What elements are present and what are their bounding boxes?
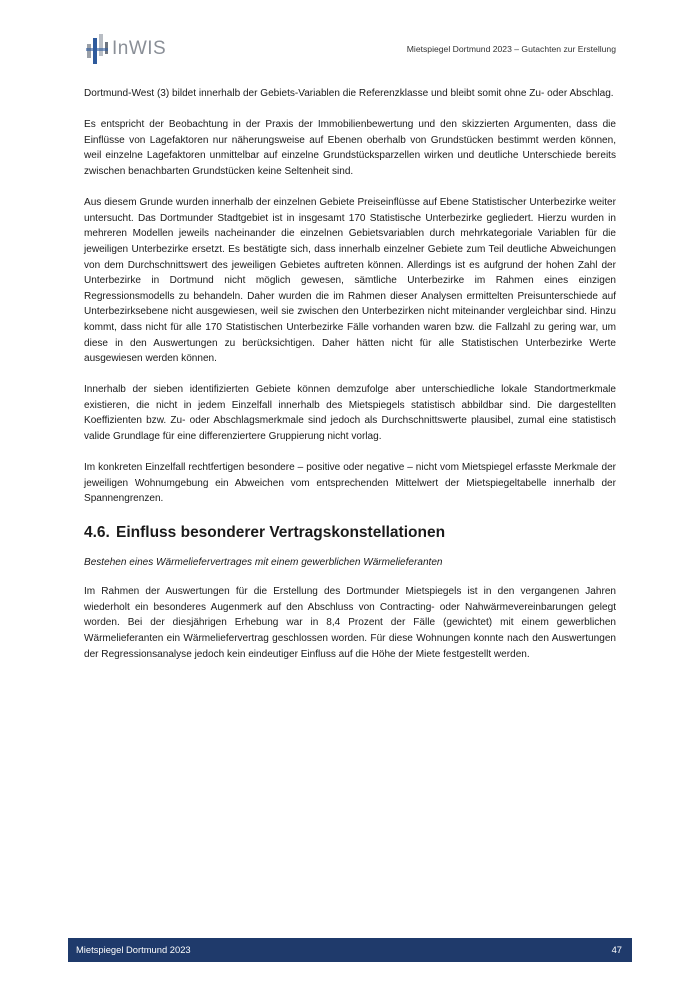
page-header xyxy=(0,0,700,75)
section-subtitle: Bestehen eines Wärmeliefervertrages mit einem gewerblichen Wärmelieferanten xyxy=(84,556,443,568)
paragraph: Innerhalb der sieben identifizierten Gebiete können demzufolge aber unterschiedliche lokale Standortmerkmale existieren, die nicht in jedem Einzelfall innerhalb des Mietspiegels statistisch abbildbar sind. Die dargestellten Koeffizienten bzw. Zu- oder Abschlagsmerkmale sind jedoch als Durchschnittswerte plausibel, zumal eine statistisch valide Grundlage für eine differenziertere Gruppierung nicht vorlag. xyxy=(84,384,616,443)
section-title: Einfluss besonderer Vertragskonstellationen xyxy=(116,523,446,541)
inwis-logo xyxy=(86,34,176,66)
footer-title: Mietspiegel Dortmund 2023 xyxy=(76,944,191,955)
paragraph: Dortmund-West (3) bildet innerhalb der Gebiets-Variablen die Referenzklasse und bleibt somit ohne Zu- oder Abschlag. xyxy=(84,88,614,99)
paragraph: Im Rahmen der Auswertungen für die Erstellung des Dortmunder Mietspiegels ist in den vergangenen Jahren wiederholt ein besonderes Augenmerk auf den Abschluss von Contracting- oder Nahwärmevereinbarungen gelegt worden. Bei der diesjährigen Erhebung war in 8,4 Prozent der Fälle (gewichtet) mit einem gewerblichen Wärmelieferanten ein Wärmeliefervertrag geschlossen worden. Für diese Wohnungen konnte nach den Auswertungen der Regressionsanalyse jedoch kein eindeutiger Einfluss auf die Höhe der Miete festgestellt werden. xyxy=(84,586,616,660)
page-footer xyxy=(68,938,632,962)
paragraph: Es entspricht der Beobachtung in der Praxis der Immobilienbewertung und den skizzierten Argumenten, dass die Einflüsse von Lagefaktoren nur näherungsweise auf Ebenen oberhalb von Grundstücken bestimmt werden können, weil einzelne Lagefaktoren unmittelbar auf einzelne Grundstücksparzellen wirken und deutliche Unterschiede bereits zwischen benachbarten Grundstücken keine Seltenheit sind. xyxy=(84,119,616,177)
page-content xyxy=(84,86,616,678)
page-number: 47 xyxy=(611,944,622,955)
paragraph: Aus diesem Grunde wurden innerhalb der einzelnen Gebiete Preiseinflüsse auf Ebene Statistischer Unterbezirke weiter untersucht. Das Dortmunder Stadtgebiet ist in insgesamt 170 Statistische Unterbezirke gegliedert. Hierzu wurden in mehreren Modellen jeweils nacheinander die einzelnen Gebietsvariablen durch mehrkategoriale Variablen für die jeweiligen Unterbezirke ersetzt. Es bestätigte sich, dass innerhalb einzelner Gebiete zum Teil deutliche Abweichungen von dem Durchschnittswert des jeweiligen Gebietes auftreten können. Allerdings ist es aufgrund der hohen Zahl der Unterbezirke in Dortmund nicht möglich gewesen, sämtliche Unterbezirke im Rahmen eines einzigen Regressionsmodells zu behandeln. Daher wurden die im Rahmen dieser Analysen ermittelten Preisunterschiede auf Unterbezirksebene nicht ausgewiesen, weil sie zwischen den Unterbezirken nicht miteinander vergleichbar sind. Hinzu kommt, dass nicht für alle 170 Statistischen Unterbezirke Fälle vorhanden waren bzw. die Fallzahl zu gering war, um diese in den Auswertungen zu berücksichtigen. Daher hätten nicht für alle Statistischen Unterbezirke Werte ausgewiesen werden können. xyxy=(84,197,616,365)
logo-mark-icon xyxy=(86,34,110,66)
document-title: Mietspiegel Dortmund 2023 – Gutachten zur Erstellung xyxy=(406,44,616,54)
paragraph: Im konkreten Einzelfall rechtfertigen besondere – positive oder negative – nicht vom Mietspiegel erfasste Merkmale der jeweiligen Wohnumgebung ein Abweichen vom entsprechenden Mittelwert der Mietspiegeltabelle innerhalb der Spannengrenzen. xyxy=(84,462,616,505)
logo-text: InWIS xyxy=(112,38,167,59)
section-number: 4.6. xyxy=(84,523,110,541)
section-heading xyxy=(84,523,616,543)
